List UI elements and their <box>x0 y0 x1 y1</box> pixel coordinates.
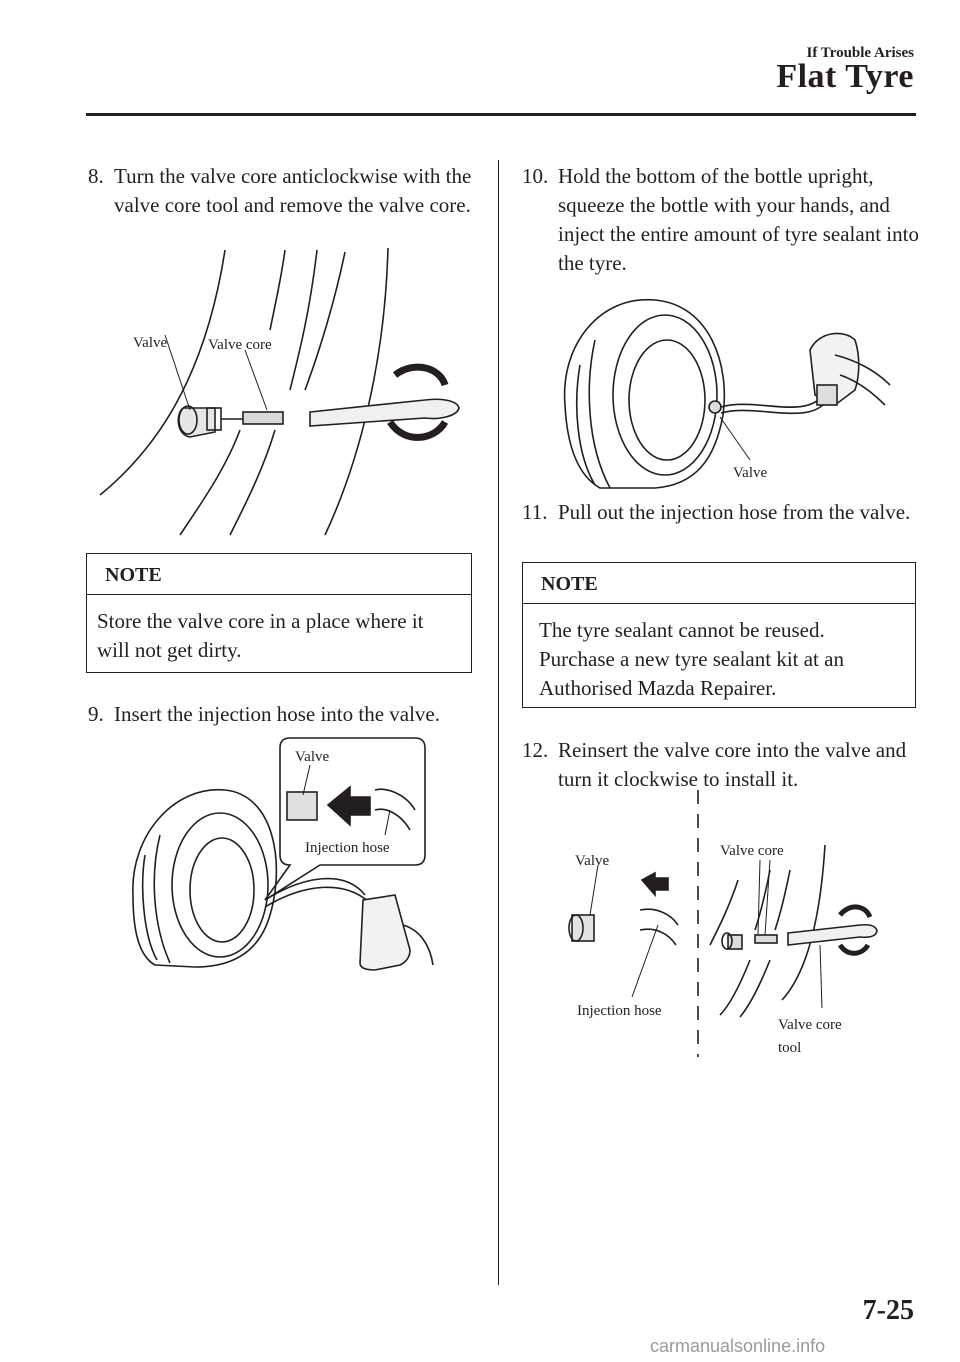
column-divider <box>498 160 499 1285</box>
step-text: Reinsert the valve core into the valve and turn it clockwise to install it. <box>558 738 907 791</box>
label-valve: Valve <box>133 335 168 351</box>
step-8 <box>88 162 478 252</box>
header-rule <box>86 113 916 116</box>
label-valve-core: Valve core <box>208 337 272 353</box>
step-number: 12. <box>522 738 549 762</box>
label-valve: Valve <box>295 749 330 765</box>
note-box <box>522 562 916 708</box>
step-number: 10. <box>522 164 549 188</box>
step-number: 9. <box>88 702 104 726</box>
note-heading: NOTE <box>87 554 471 595</box>
label-valve: Valve <box>575 853 610 869</box>
section-title: Flat Tyre <box>776 58 914 95</box>
step-text: Pull out the injection hose from the valve. <box>558 500 911 524</box>
step-text: Hold the bottom of the bottle upright, squeeze the bottle with your hands, and inject the entire amount of tyre sealant into the tyre. <box>558 164 919 275</box>
label-injection-hose: Injection hose <box>305 840 390 856</box>
figure-reinsert-valve-core <box>560 785 880 1060</box>
label-valve: Valve <box>733 465 768 481</box>
label-valve-core: Valve core <box>720 843 784 859</box>
watermark: carmanualsonline.info <box>650 1336 826 1356</box>
step-text: Insert the injection hose into the valve. <box>114 702 440 726</box>
step-number: 11. <box>522 500 548 524</box>
label-injection-hose: Injection hose <box>577 1003 662 1019</box>
step-number: 8. <box>88 164 104 188</box>
figure-insert-hose <box>125 735 435 975</box>
note-heading: NOTE <box>523 563 915 604</box>
label-valve-core-tool: tool <box>778 1040 802 1056</box>
step-11 <box>522 498 922 558</box>
figure-inject-sealant <box>555 285 895 490</box>
label-valve-core-tool: Valve core <box>778 1017 842 1033</box>
note-box <box>86 553 472 673</box>
step-9 <box>88 700 488 730</box>
note-body: Store the valve core in a place where it will not get dirty. <box>97 609 424 662</box>
section-label: If Trouble Arises <box>806 45 914 61</box>
page-number: 7-25 <box>862 1295 914 1326</box>
figure-remove-valve-core <box>95 240 475 540</box>
note-body: The tyre sealant cannot be reused. Purchase a new tyre sealant kit at an Authorised Mazda Repairer. <box>539 618 844 700</box>
step-text: Turn the valve core anticlockwise with the valve core tool and remove the valve core. <box>114 164 472 217</box>
step-10 <box>522 162 922 282</box>
